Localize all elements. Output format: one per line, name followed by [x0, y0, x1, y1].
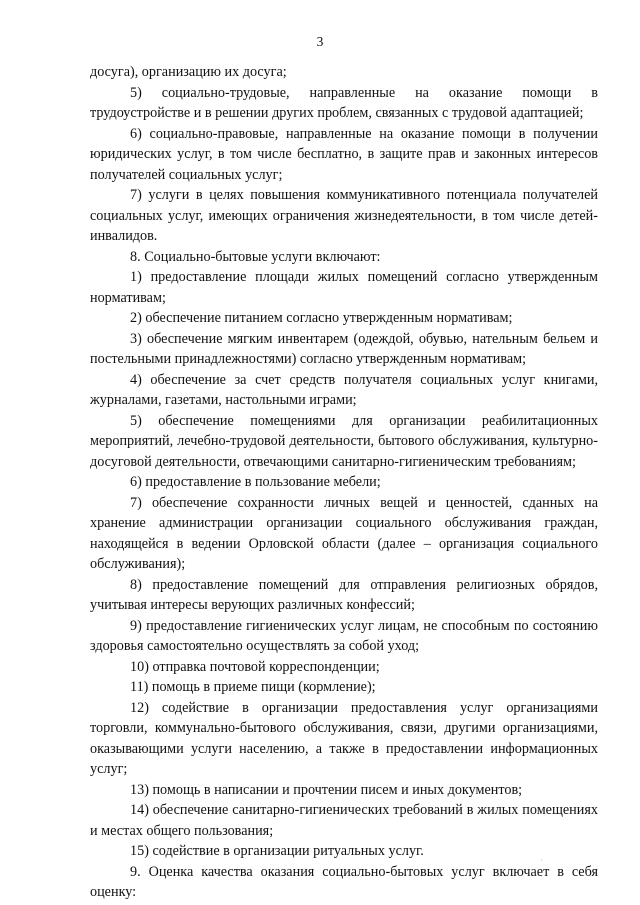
list-item-6-social-legal: 6) социально-правовые, направленные на оказание помощи в получении юридических услуг, в том числе бесплатно, в защите прав и законных интересов получателей социальных услуг;: [90, 125, 598, 183]
list-item-15-ritual: 15) содействие в организации ритуальных услуг.: [130, 843, 424, 859]
list-item-6-furniture: 6) предоставление в пользование мебели;: [130, 474, 381, 490]
section-8-heading: 8. Социально-бытовые услуги включают:: [130, 248, 381, 265]
section-9-heading: 9. Оценка качества оказания социально-бытовых услуг включает в себя оценку:: [90, 863, 598, 900]
list-item-12-services: 12) содействие в организации предоставления услуг организациями торговли, коммунально-бытового обслуживания, связи, другими организациями, оказывающими услуги населению, а также в предоставлении информационных услуг;: [90, 699, 598, 777]
list-item-1-living-space: 1) предоставление площади жилых помещений согласно утвержденным нормативам;: [90, 269, 598, 306]
list-item-5-premises: 5) обеспечение помещениями для организации реабилитационных мероприятий, лечебно-трудовой деятельности, бытового обслуживания, культурно-досуговой деятельности, отвечающими санитарно-гигиеническим требованиям;: [90, 412, 598, 470]
document-body: [90, 62, 598, 903]
list-item-14-sanitary: 14) обеспечение санитарно-гигиенических требований в жилых помещениях и местах общего пользования;: [90, 802, 598, 839]
list-item-9-hygiene: 9) предоставление гигиенических услуг лицам, не способным по состоянию здоровья самостоятельно осуществлять за собой уход;: [90, 617, 598, 654]
list-item-2-food: 2) обеспечение питанием согласно утвержденным нормативам;: [130, 310, 513, 326]
list-item-7-communication: 7) услуги в целях повышения коммуникативного потенциала получателей социальных услуг, имеющих ограничения жизнедеятельности, в том числе детей-инвалидов.: [90, 187, 598, 244]
page-number: 3: [316, 34, 324, 49]
list-item-10-mail: 10) отправка почтовой корреспонденции;: [130, 658, 380, 675]
list-item-8-religious: 8) предоставление помещений для отправления религиозных обрядов, учитывая интересы верующих различных конфессий;: [90, 576, 598, 613]
list-item-13-letters: 13) помощь в написании и прочтении писем и иных документов;: [130, 781, 523, 798]
scan-speck: ·: [540, 856, 543, 865]
paragraph-continuation: досуга), организацию их досуга;: [90, 64, 287, 80]
list-item-11-feeding: 11) помощь в приеме пищи (кормление);: [130, 679, 376, 695]
list-item-7-valuables: 7) обеспечение сохранности личных вещей и ценностей, сданных на хранение администрации организации социального обслуживания граждан, находящейся в ведении Орловской области (далее – организация социального обслуживания);: [90, 494, 598, 572]
list-item-4-books: 4) обеспечение за счет средств получателя социальных услуг книгами, журналами, газетами, настольными играми;: [90, 371, 598, 408]
list-item-5-social-labor: 5) социально-трудовые, направленные на оказание помощи в трудоустройстве и в решении других проблем, связанных с трудовой адаптацией;: [90, 84, 598, 121]
list-item-3-soft-inventory: 3) обеспечение мягким инвентарем (одеждой, обувью, нательным бельем и постельными принадлежностями) согласно утвержденным нормативам;: [90, 330, 598, 367]
